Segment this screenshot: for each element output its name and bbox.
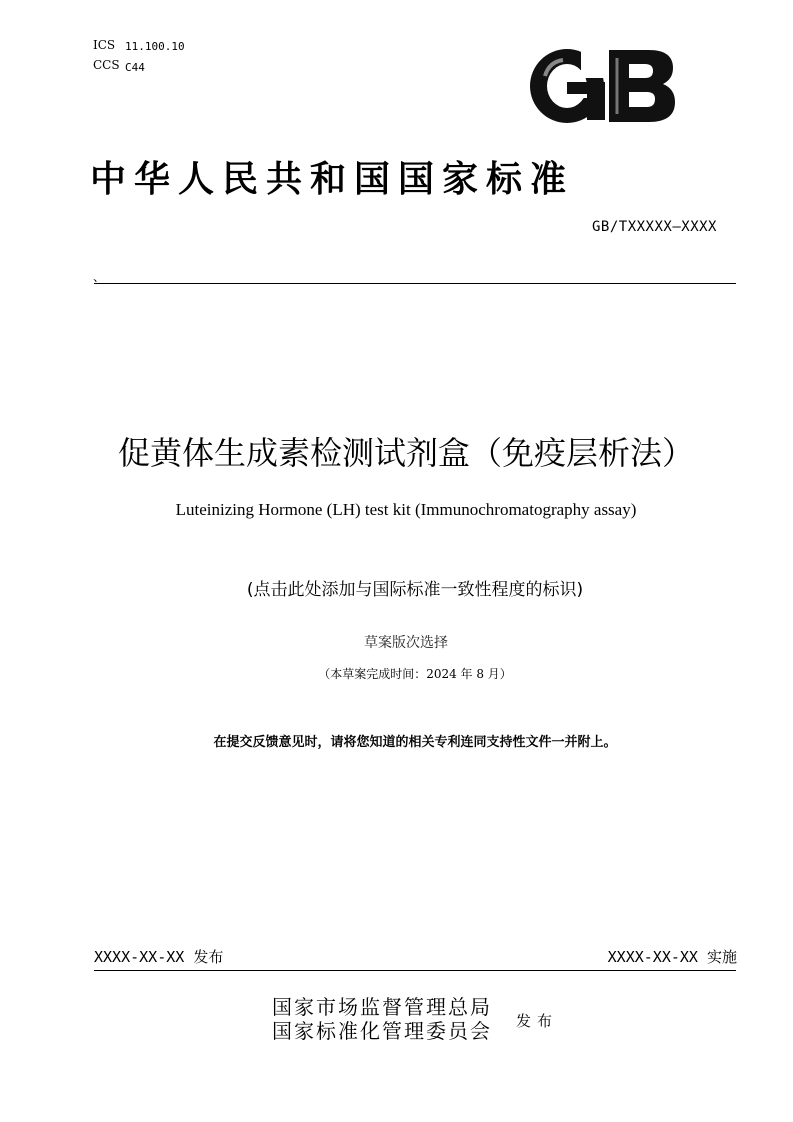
ics-label: ICS [93,38,116,52]
document-title-en: Luteinizing Hormone (LH) test kit (Immunochromatography assay) [175,500,637,519]
bottom-divider [94,970,736,971]
standard-number: GB/TXXXXX—XXXX [591,219,717,235]
gb-logo-b-letter [609,50,675,122]
issuing-authorities [272,995,492,1043]
gb-logo-g-letter [530,49,607,123]
draft-version-selector[interactable]: 草案版次选择 [364,635,448,651]
draft-completion-date: （本草案完成时间：2024 年 8 月） [318,667,512,681]
implement-date: XXXX-XX-XX 实施 [607,948,737,966]
ccs-label: CCS [93,58,120,72]
issuer-sac: 国家标准化管理委员会 [272,1019,492,1043]
top-divider [94,283,736,284]
consistency-note[interactable]: (点击此处添加与国际标准一致性程度的标识) [246,580,584,600]
issue-date: XXXX-XX-XX 发布 [94,948,224,966]
issuer-samr: 国家市场监督管理总局 [272,995,492,1019]
ccs-value: C44 [125,61,145,74]
issue-word: 发布 [516,1012,559,1030]
standard-title: 中华人民共和国国家标准 [90,158,575,200]
patent-notice: 在提交反馈意见时，请将您知道的相关专利连同支持性文件一并附上。 [213,735,617,750]
top-mark: 、 [93,270,106,284]
ics-value: 11.100.10 [125,40,185,53]
gb-logo [527,46,677,126]
document-title-zh: 促黄体生成素检测试剂盒（免疫层析法） [117,434,694,472]
